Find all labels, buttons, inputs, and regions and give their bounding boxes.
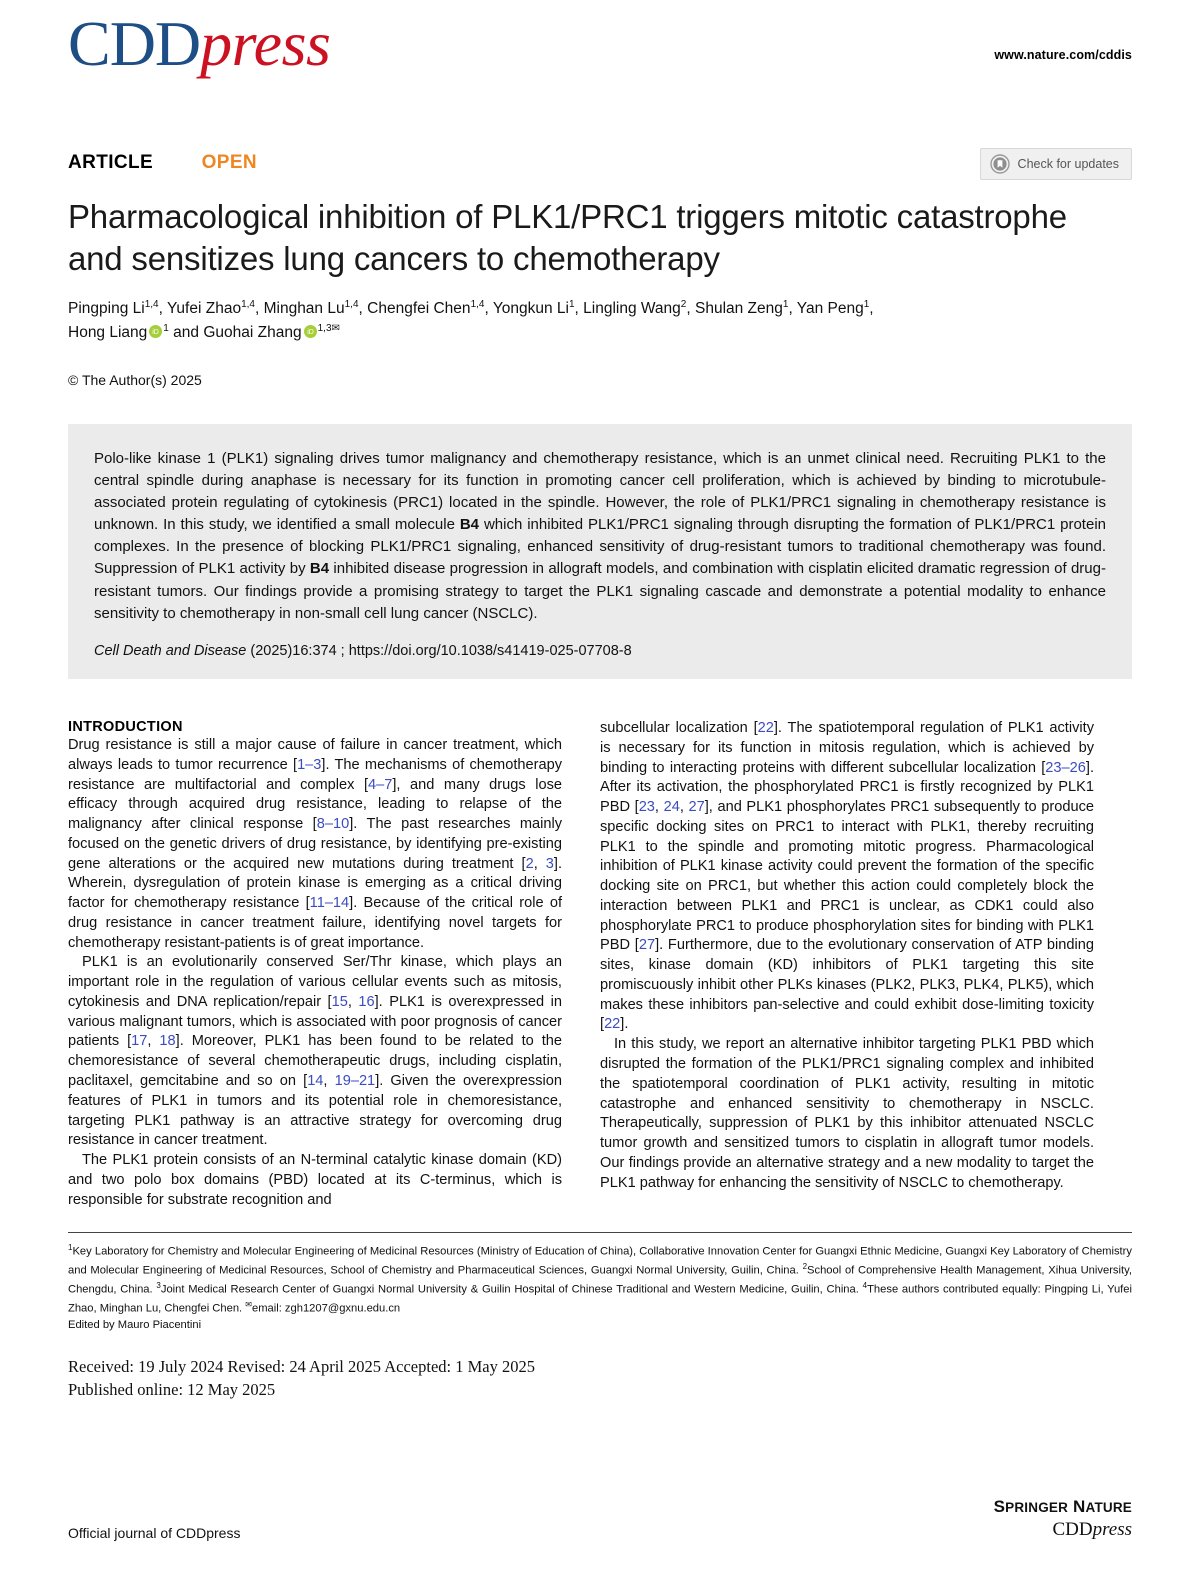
springer-s: S xyxy=(993,1497,1006,1516)
published-online-line: Published online: 12 May 2025 xyxy=(68,1380,276,1400)
received-revised-accepted-line: Received: 19 July 2024 Revised: 24 April 2025 Accepted: 1 May 2025 xyxy=(68,1357,535,1377)
article-kicker: ARTICLE xyxy=(68,152,154,173)
text-run: ]. xyxy=(620,1016,629,1033)
masthead xyxy=(68,0,1132,120)
affiliation-text: Key Laboratory for Chemistry and Molecular Engineering of Medicinal Resources (Ministry of Education of China), Collaborative Innovation Center for Guangxi Ethnic Medicine, Guangxi Key Laboratory of Chemistry and Molecular Engineering of Medicinal Resources, School of Chemistry and Pharmaceutical Sciences, Guangxi Normal University, Guilin, China. xyxy=(68,1246,1132,1277)
logo-press-text: press xyxy=(200,8,331,79)
citation-ref[interactable]: 8–10 xyxy=(316,816,350,833)
svg-text:iD: iD xyxy=(306,329,314,337)
author-connector: and xyxy=(173,324,200,342)
citation-ref[interactable]: 3 xyxy=(545,855,554,872)
citation-ref[interactable]: 23–26 xyxy=(1045,759,1086,776)
official-journal-line: Official journal of CDDpress xyxy=(68,1525,241,1541)
paragraph-intro-1 xyxy=(68,736,562,953)
check-for-updates-button[interactable] xyxy=(980,148,1132,180)
author-entry-1[interactable]: Pingping Li$^{1,4}$ xyxy=(68,299,159,318)
publication-dates xyxy=(68,1356,1132,1402)
citation-ref[interactable]: 27 xyxy=(638,937,656,954)
article-type-row xyxy=(68,152,1132,188)
footer-cdd-text: CDD xyxy=(1052,1519,1093,1540)
springer-nature-logo xyxy=(994,1497,1132,1517)
abstract-bold-b4-first: B4 xyxy=(459,516,480,534)
text-run: ]. Moreover, PLK1 has been found to be related to the chemoresistance of several chemotherapeutic drugs, including cisplatin, paclitaxel, gemcitabine and so on [ xyxy=(68,1033,562,1090)
citation-ref[interactable]: 17 xyxy=(131,1033,148,1050)
affiliation-marker: 3 xyxy=(156,1280,161,1290)
affiliation-marker: 2 xyxy=(802,1262,808,1272)
check-for-updates-label: Check for updates xyxy=(1017,157,1119,171)
orcid-icon[interactable] xyxy=(304,322,317,335)
nature-n: N xyxy=(1073,1497,1086,1516)
author-entry-5[interactable]: Yongkun Li$^1$ xyxy=(492,299,575,318)
springer-rest: PRINGER xyxy=(1005,1500,1069,1515)
affiliations-block xyxy=(68,1242,1132,1317)
paragraph-intro-2 xyxy=(68,953,562,1151)
page-title: Pharmacological inhibition of PLK1/PRC1 triggers mitotic catastrophe and sensitizes lung cancers to chemotherapy xyxy=(68,198,1067,277)
text-run: ]. Wherein, dysregulation of protein kinase is emerging as a critical driving factor for chemotherapy resistance [ xyxy=(68,855,562,912)
citation-ref[interactable]: 23 xyxy=(638,799,655,816)
text-run: ]. The mechanisms of chemotherapy resistance are multifactorial and complex [ xyxy=(68,756,562,793)
text-run: , xyxy=(347,993,359,1010)
springer-nature-block xyxy=(994,1497,1132,1541)
text-run: subcellular localization [ xyxy=(600,720,758,736)
author-entry-10[interactable]: Guohai Zhang iD $^{1,3✉}$ xyxy=(203,323,340,342)
text-run: ]. PLK1 is overexpressed in various malignant tumors, which is associated with poor prognosis of cancer patients [ xyxy=(68,993,562,1050)
text-run: PLK1 is an evolutionarily conserved Ser/Thr kinase, which plays an important role in the regulation of various cellular events such as mitosis, cytokinesis and DNA replication/repair [ xyxy=(68,954,562,1010)
citation-ref[interactable]: 4–7 xyxy=(368,776,393,793)
citation-ref[interactable]: 27 xyxy=(688,799,705,816)
affiliation-marker: 1 xyxy=(68,1243,73,1253)
citation-doi[interactable]: (2025)16:374 ; https://doi.org/10.1038/s41419-025-07708-8 xyxy=(246,643,632,659)
author-entry-3[interactable]: Minghan Lu$^{1,4}$ xyxy=(263,299,359,318)
abstract-part-1: Polo-like kinase 1 (PLK1) signaling drives tumor malignancy and chemotherapy resistance, which is an unmet clinical need. Recruiting PLK1 to the central spindle during anaphase is necessary for its function in promoting cancer cell proliferation, which is achieved by binding to microtubule-associated protein regulating of cytokinesis (PRC1) located in the spindle. However, the role of PLK1/PRC1 signaling in chemotherapy resistance is unknown. In this study, we identified a small molecule xyxy=(94,449,1106,534)
text-run: ]. Furthermore, due to the evolutionary conservation of ATP binding sites, kinase domain (KD) inhibitors of PLK1 targeting this site promiscuously inhibit other PLKs kinases (PLK2, PLK3, PLK4, PLK5), which makes these inhibitors pan-selective and could exhibit dose-limiting toxicity [ xyxy=(600,937,1095,1033)
affiliation-text: Joint Medical Research Center of Guangxi Normal University & Guilin Hospital of Chinese Traditional and Western Medicine, Guilin, China. xyxy=(160,1283,863,1296)
edited-by-line: Edited by Mauro Piacentini xyxy=(68,1319,202,1332)
section-heading-introduction: INTRODUCTION xyxy=(68,719,183,735)
author-entry-8[interactable]: Yan Peng$^1$ xyxy=(796,299,870,318)
citation-line xyxy=(94,643,1106,659)
text-run: ]. Because of the critical role of drug resistance in cancer treatment failure, identifying novel targets for chemotherapy resistant-patients is of great importance. xyxy=(68,895,563,951)
left-column xyxy=(68,719,562,1210)
paragraph-intro-3: The PLK1 protein consists of an N-terminal catalytic kinase domain (KD) and two polo box domains (PBD) located at its C-terminus, which is responsible for substrate recognition and xyxy=(68,1152,562,1208)
copyright-line: © The Author(s) 2025 xyxy=(68,371,202,388)
affiliation-marker: 4 xyxy=(862,1280,868,1290)
text-run: , xyxy=(654,799,664,816)
nature-rest: ATURE xyxy=(1085,1500,1132,1515)
citation-ref[interactable]: 22 xyxy=(604,1016,621,1033)
citation-ref[interactable]: 18 xyxy=(159,1033,176,1050)
text-run: , xyxy=(323,1073,335,1090)
text-run: , xyxy=(679,799,689,816)
text-run: ]. After its activation, the phosphorylated PRC1 is firstly recognized by PLK1 PBD [ xyxy=(600,759,1094,816)
citation-ref[interactable]: 15 xyxy=(331,993,348,1010)
corresponding-author-envelope-icon[interactable]: ✉ xyxy=(331,323,340,335)
citation-journal: Cell Death and Disease xyxy=(94,643,247,659)
abstract-box xyxy=(68,424,1132,680)
cddpress-logo[interactable] xyxy=(68,8,331,79)
author-entry-9[interactable]: Hong Liang iD $^1$ xyxy=(68,323,169,342)
author-list: Pingping Li$^{1,4}$, Yufei Zhao$^{1,4}$, Minghan Lu$^{1,4}$, Chengfei Chen$^{1,4}$, Yongkun Li$^1$, Lingling Wang$^2$, Shulan Zeng$^1$, Yan Peng$^1$, Hong Liang iD $^1$ and Guohai Zhang iD $^{1,3✉}$ xyxy=(68,299,874,342)
paragraph-intro-5: In this study, we report an alternative inhibitor targeting PLK1 PBD which disrupted the formation of the PLK1/PRC1 signaling complex and inhibited the spatiotemporal coordination of PLK1 activity, resulting in mitotic catastrophe and enhanced sensitivity to chemotherapy in NSCLC. Therapeutically, suppression of PLK1 by this inhibitor attenuated NSCLC tumor growth and sensitized tumors to cisplatin in allograft tumor models. Our findings provide an alternative strategy and a new modality to target the PLK1 pathway for enhancing the sensitivity of NSCLC to chemotherapy. xyxy=(600,1036,1094,1191)
text-run: Drug resistance is still a major cause of failure in cancer treatment, which always leads to tumor recurrence [ xyxy=(68,737,562,773)
abstract-text xyxy=(94,448,1106,626)
abstract-bold-b4-second: B4 xyxy=(309,560,330,578)
open-access-badge: OPEN xyxy=(201,152,258,173)
footer-cddpress-logo xyxy=(994,1519,1132,1541)
citation-ref[interactable]: 2 xyxy=(525,855,534,872)
author-entry-7[interactable]: Shulan Zeng$^1$ xyxy=(694,299,789,318)
paragraph-intro-4 xyxy=(600,719,1094,1035)
citation-ref[interactable]: 11–14 xyxy=(309,895,350,912)
citation-ref[interactable]: 22 xyxy=(757,720,774,736)
footnote-divider xyxy=(68,1232,1132,1233)
text-run: ]. Given the overexpression features of PLK1 in tumors and its potential role in chemoresistance, targeting PLK1 pathway is an attractive strategy for overcoming drug resistance in cancer treatment. xyxy=(68,1073,562,1149)
body-columns xyxy=(68,719,1132,1210)
citation-ref[interactable]: 1–3 xyxy=(297,756,322,773)
abstract-part-2: which inhibited PLK1/PRC1 signaling through disrupting the formation of PLK1/PRC1 protein complexes. In the presence of blocking PLK1/PRC1 signaling, enhanced sensitivity of drug-resistant tumors to traditional chemotherapy was found. Suppression of PLK1 activity by xyxy=(94,516,1106,578)
citation-ref[interactable]: 19–21 xyxy=(334,1073,376,1090)
logo-cdd-text: CDD xyxy=(68,8,201,79)
text-run: ]. The past researches mainly focused on the genetic drivers of drug resistance, by identifying pre-existing gene alterations or the acquired new mutations during treatment [ xyxy=(68,816,562,872)
svg-text:iD: iD xyxy=(152,329,160,337)
corresponding-email[interactable]: email: zgh1207@gxnu.edu.cn xyxy=(251,1302,401,1315)
page-footer xyxy=(68,1497,1132,1541)
text-run: ], and PLK1 phosphorylates PRC1 subsequently to produce specific docking sites on PRC1 to interact with PLK1, thereby recruiting PLK1 to the spindle and promoting mitotic progress. Pharmacological inhibition of PLK1 kinase activity could prevent the formation of the specific docking site on PRC1, but whether this action could completely block the interaction between PLK1 and PRC1 is unclear, as CDK1 could also phosphorylate PRC1 to produce phosphorylation sites for binding with PLK1 PBD [ xyxy=(600,799,1095,954)
text-run: , xyxy=(147,1033,160,1050)
text-run: , xyxy=(533,855,546,872)
text-run: ]. The spatiotemporal regulation of PLK1 activity is necessary for its function in mitosis regulation, which is achieved by binding to interacting proteins with different subcellular localization [ xyxy=(600,720,1094,776)
abstract-part-3: inhibited disease progression in allograft models, and combination with cisplatin elicited dramatic regression of drug-resistant tumors. Our findings provide a promising strategy to target the PLK1 signaling cascade and demonstrate a potential modality to enhance sensitivity to chemotherapy in non-small cell lung cancer (NSCLC). xyxy=(94,560,1106,622)
bookmark-circle-icon xyxy=(990,154,1010,174)
author-entry-2[interactable]: Yufei Zhao$^{1,4}$ xyxy=(166,299,255,318)
citation-ref[interactable]: 24 xyxy=(663,799,680,816)
text-run: ], and many drugs lose efficacy through acquired drug resistance, leading to relapse of the malignancy after clinical response [ xyxy=(68,776,562,833)
author-entry-4[interactable]: Chengfei Chen$^{1,4}$ xyxy=(367,299,485,318)
right-column xyxy=(600,719,1094,1210)
affiliation-text: School of Comprehensive Health Management, Xihua University, Chengdu, China. xyxy=(68,1264,1132,1296)
citation-ref[interactable]: 14 xyxy=(307,1073,324,1090)
envelope-icon: ✉ xyxy=(245,1299,252,1309)
affiliation-text: These authors contributed equally: Pingping Li, Yufei Zhao, Minghan Lu, Chengfei Chen. xyxy=(68,1283,1133,1315)
author-entry-6[interactable]: Lingling Wang$^2$ xyxy=(583,299,687,318)
orcid-icon[interactable] xyxy=(149,322,162,335)
journal-url[interactable]: www.nature.com/cddis xyxy=(994,48,1132,62)
footer-press-text: press xyxy=(1092,1519,1132,1540)
citation-ref[interactable]: 16 xyxy=(358,993,375,1010)
